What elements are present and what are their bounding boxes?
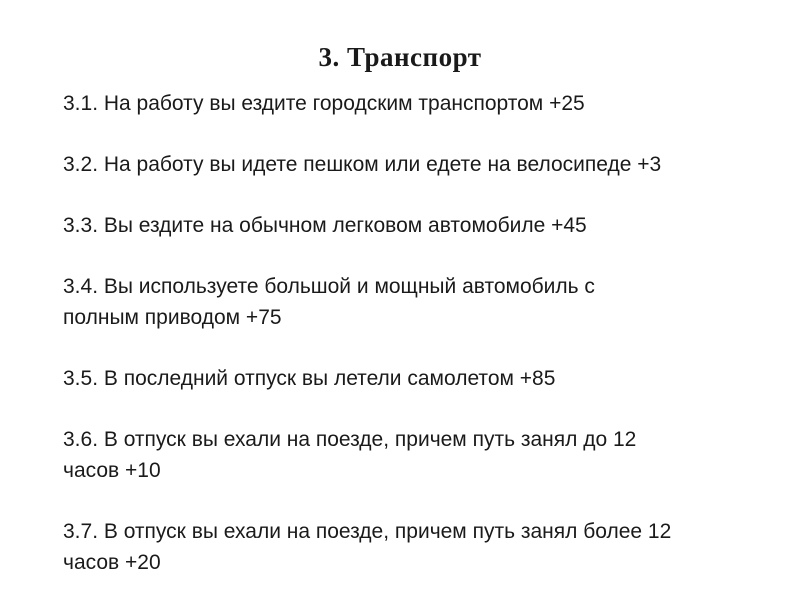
list-item xyxy=(63,210,783,241)
transport-item-list xyxy=(63,88,783,608)
item-text: 3.1. На работу вы ездите городским транспортом +25 xyxy=(63,92,585,115)
list-item xyxy=(63,149,783,180)
list-item xyxy=(63,516,783,578)
item-text-line: полным приводом +75 xyxy=(63,306,282,329)
list-item xyxy=(63,363,783,394)
list-item xyxy=(63,424,783,486)
list-item xyxy=(63,271,783,333)
item-text: 3.5. В последний отпуск вы летели самолетом +85 xyxy=(63,367,556,390)
item-text: 3.2. На работу вы идете пешком или едете на велосипеде +3 xyxy=(63,153,662,176)
item-text: 3.3. Вы ездите на обычном легковом автомобиле +45 xyxy=(63,214,587,237)
item-text-line: 3.6. В отпуск вы ехали на поезде, причем путь занял до 12 xyxy=(63,428,637,451)
item-text-line: 3.7. В отпуск вы ехали на поезде, причем путь занял более 12 xyxy=(63,520,672,543)
item-text-line: часов +10 xyxy=(63,459,161,482)
item-text-line: 3.4. Вы используете большой и мощный автомобиль с xyxy=(63,275,595,298)
item-text-line: часов +20 xyxy=(63,551,161,574)
slide-title: 3. Транспорт xyxy=(318,42,482,72)
list-item xyxy=(63,88,783,119)
